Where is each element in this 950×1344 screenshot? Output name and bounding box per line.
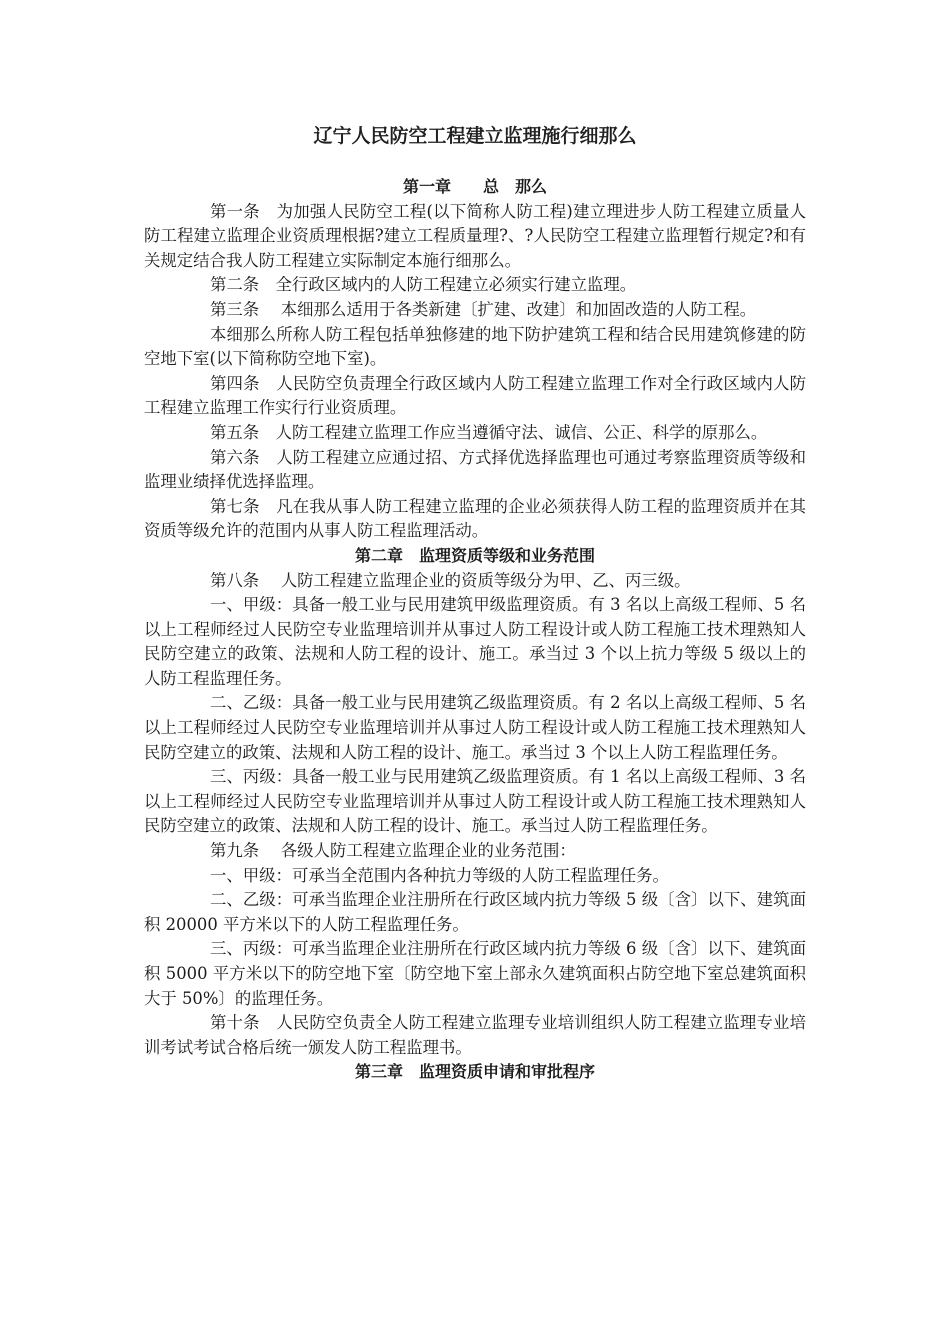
article-paragraph: 三、丙级：可承当监理企业注册所在行政区域内抗力等级 6 级〔含〕以下、建筑面积 5000 平方米以下的防空地下室〔防空地下室上部永久建筑面积占防空地下室总建筑面积大于 50%〕的监理任务。 xyxy=(144,939,806,1008)
article-paragraph: 第七条 凡在我从事人防工程建立监理的企业必须获得人防工程的监理资质并在其资质等级允许的范围内从事人防工程监理活动。 xyxy=(144,496,806,541)
document-body xyxy=(144,175,806,1085)
chapter-heading: 第一章 总 那么 xyxy=(402,177,547,196)
chapter-heading: 第二章 监理资质等级和业务范围 xyxy=(354,545,595,565)
article-paragraph: 第十条 人民防空负责全人防工程建立监理专业培训组织人防工程建立监理专业培训考试考试合格后统一颁发人防工程监理书。 xyxy=(144,1013,806,1057)
article-paragraph: 三、丙级：具备一般工业与民用建筑乙级监理资质。有 1 名以上高级工程师、3 名以上工程师经过人民防空专业监理培训并从事过人防工程设计或人防工程施工技术理熟知人民防空建立的政策、法规和人防工程的设计、施工。承当过人防工程监理任务。 xyxy=(144,767,806,836)
article-paragraph: 第九条 各级人防工程建立监理企业的业务范围： xyxy=(210,841,576,861)
article-paragraph: 第五条 人防工程建立监理工作应当遵循守法、诚信、公正、科学的原那么。 xyxy=(210,422,768,442)
article-paragraph: 第三条 本细那么适用于各类新建〔扩建、改建〕和加固改造的人防工程。 xyxy=(210,299,757,319)
article-paragraph: 第一条 为加强人民防空工程(以下简称人防工程)建立理进步人防工程建立质量人防工程建立监理企业资质理根据?建立工程质量理?、?人民防空工程建立监理暂行规定?和有关规定结合我人防工程建立实际制定本施行细那么。 xyxy=(144,201,806,270)
article-paragraph: 二、乙级：可承当监理企业注册所在行政区域内抗力等级 5 级〔含〕以下、建筑面积 20000 平方米以下的人防工程监理任务。 xyxy=(144,890,806,934)
article-paragraph: 第六条 人防工程建立应通过招、方式择优选择监理也可通过考察监理资质等级和监理业绩择优选择监理。 xyxy=(144,447,806,492)
document-title: 辽宁人民防空工程建立监理施行细那么 xyxy=(313,125,637,147)
article-paragraph: 本细那么所称人防工程包括单独修建的地下防护建筑工程和结合民用建筑修建的防空地下室(以下简称防空地下室)。 xyxy=(144,324,806,369)
article-paragraph: 一、甲级：可承当全范围内各种抗力等级的人防工程监理任务。 xyxy=(210,865,669,885)
article-paragraph: 一、甲级：具备一般工业与民用建筑甲级监理资质。有 3 名以上高级工程师、5 名以上工程师经过人民防空专业监理培训并从事过人防工程设计或人防工程施工技术理熟知人民防空建立的政策、法规和人防工程的设计、施工。承当过 3 个以上抗力等级 5 级以上的人防工程监理任务。 xyxy=(144,595,806,688)
chapter-heading: 第三章 监理资质申请和审批程序 xyxy=(354,1062,595,1082)
article-paragraph: 二、乙级：具备一般工业与民用建筑乙级监理资质。有 2 名以上高级工程师、5 名以上工程师经过人民防空专业监理培训并从事过人防工程设计或人防工程施工技术理熟知人民防空建立的政策、法规和人防工程的设计、施工。承当过 3 个以上人防工程监理任务。 xyxy=(144,693,806,762)
article-paragraph: 第四条 人民防空负责理全行政区域内人防工程建立监理工作对全行政区域内人防工程建立监理工作实行行业资质理。 xyxy=(144,373,806,418)
article-paragraph: 第八条 人防工程建立监理企业的资质等级分为甲、乙、丙三级。 xyxy=(210,570,691,590)
article-paragraph: 第二条 全行政区域内的人防工程建立必须实行建立监理。 xyxy=(210,275,637,295)
